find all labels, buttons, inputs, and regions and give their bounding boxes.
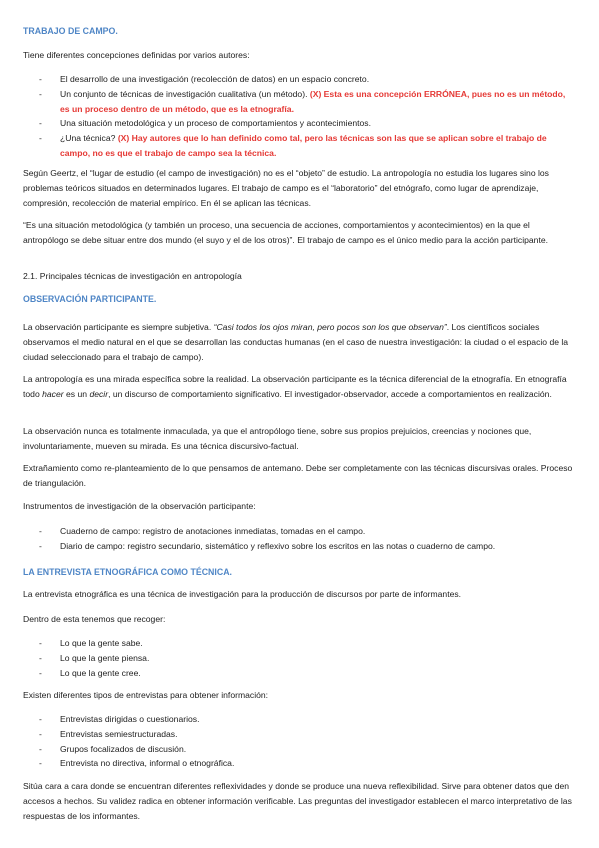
list-item: - Diario de campo: registro secundario, sistemático y reflexivo sobre los escritos en las notas o cuaderno de campo.	[23, 539, 575, 554]
list-item: - Lo que la gente piensa.	[23, 651, 575, 666]
list-item: - Una situación metodológica y un proceso de comportamientos y acontecimientos.	[23, 116, 575, 131]
interview-types-list	[23, 712, 575, 771]
list-item: - Entrevistas semiestructuradas.	[23, 727, 575, 742]
list-item: - Un conjunto de técnicas de investigación cualitativa (un método). (X) Esta es una concepción ERRÓNEA, pues no es un método, es un proceso dentro de un método, que es la etnografía.	[39, 88, 566, 114]
interview-closing-paragraph: Sitúa cara a cara donde se encuentran diferentes reflexividades y donde se produce una nueva reflexibilidad. Sirve para obtener datos que den accesos a hechos. Su validez radica en obtener información verificable. Las preguntas del investigador establecen el marco interpretativo de las respuestas de los informantes.	[23, 781, 572, 821]
collect-list	[23, 636, 575, 680]
geertz-paragraph: Según Geertz, el “lugar de estudio (el campo de investigación) no es el “objeto” de estudio. La antropología no estudia los lugares sino los problemas teóricos situados en determinados lugares. El trabajo de campo es el “laboratorio” del etnógrafo, como lugar de aprendizaje, compresión, recolección de material empírico. En él se aplican las técnicas.	[23, 168, 549, 208]
list-item: - Entrevista no directiva, informal o etnográfica.	[23, 756, 575, 771]
dash-bullet: -	[39, 133, 42, 144]
list-item: - Lo que la gente sabe.	[23, 636, 575, 651]
dash-bullet: -	[39, 714, 42, 724]
conceptions-list	[23, 72, 575, 161]
dash-bullet: -	[39, 667, 42, 678]
dash-bullet: -	[39, 88, 42, 99]
list-item: - Grupos focalizados de discusión.	[23, 742, 575, 757]
subsection-title: 2.1. Principales técnicas de investigación en antropología	[23, 271, 242, 281]
dash-bullet: -	[39, 118, 42, 129]
collect-intro: Dentro de esta tenemos que recoger:	[23, 614, 166, 624]
observation-paragraph-2: La antropología es una mirada específica sobre la realidad. La observación participante es la técnica diferencial de la etnografía. En etnografía todo hacer es un decir, un discurso de comportamiento significativo. El investigador-observador, accede a comportamientos en realización.	[23, 374, 567, 399]
dash-bullet: -	[39, 74, 42, 84]
observation-paragraph-4: Extrañamiento como re-planteamiento de lo que pensamos de antemano. Debe ser completamente con las técnicas discursivas orales. Proceso de triangulación.	[23, 463, 573, 488]
interview-paragraph-1: La entrevista etnográfica es una técnica de investigación para la producción de discursos por parte de informantes.	[23, 589, 462, 599]
list-item: - Entrevistas dirigidas o cuestionarios.	[23, 712, 575, 727]
error-note: (X) Esta es una concepción ERRÓNEA, pues no es un método, es un proceso dentro de un método, que es la etnografía.	[60, 88, 566, 114]
observation-title: OBSERVACIÓN PARTICIPANTE.	[23, 294, 157, 304]
types-intro: Existen diferentes tipos de entrevistas para obtener información:	[23, 690, 269, 700]
list-item: - Cuaderno de campo: registro de anotaciones inmediatas, tomadas en el campo.	[23, 524, 575, 539]
interview-title: LA ENTREVISTA ETNOGRÁFICA COMO TÉCNICA.	[23, 567, 233, 577]
observation-paragraph-3: La observación nunca es totalmente inmaculada, ya que el antropólogo tiene, sobre sus propios prejuicios, creencias y nociones que, involuntariamente, mueven su mirada. Es una técnica discursivo-factual.	[23, 426, 532, 451]
list-item: - El desarrollo de una investigación (recolección de datos) en un espacio concreto.	[23, 72, 575, 87]
dash-bullet: -	[39, 638, 42, 648]
list-item: - Lo que la gente cree.	[23, 666, 575, 681]
instruments-intro: Instrumentos de investigación de la observación participante:	[23, 501, 256, 511]
error-note: (X) Hay autores que lo han definido como tal, pero las técnicas son las que se aplican sobre el trabajo de campo, no es que el trabajo de campo sea la técnica.	[60, 133, 547, 158]
dash-bullet: -	[39, 758, 42, 769]
list-item: - ¿Una técnica? (X) Hay autores que lo han definido como tal, pero las técnicas son las que se aplican sobre el trabajo de campo, no es que el trabajo de campo sea la técnica.	[39, 133, 547, 158]
observation-paragraph-1: La observación participante es siempre subjetiva. “Casi todos los ojos miran, pero pocos son los que observan”. Los científicos sociales observamos el medio natural en el que se desarrollan las conductas humanas (en el caso de nuestra investigación: la ciudad o el espacio de la ciudad seleccionado para el trabajo de campo).	[23, 322, 569, 362]
intro-text: Tiene diferentes concepciones definidas por varios autores:	[23, 50, 250, 60]
dash-bullet: -	[39, 540, 42, 551]
instruments-list	[23, 524, 575, 554]
section-title: TRABAJO DE CAMPO.	[23, 26, 118, 36]
dash-bullet: -	[39, 728, 42, 739]
dash-bullet: -	[39, 743, 42, 754]
dash-bullet: -	[39, 652, 42, 663]
situation-paragraph: “Es una situación metodológica (y también un proceso, una secuencia de acciones, comportamientos y acontecimientos) en la que el antropólogo se debe situar entre dos mundo (el suyo y el de los otros)”. El trabajo de campo es el único medio para la acción participante.	[23, 220, 548, 245]
dash-bullet: -	[39, 526, 42, 536]
